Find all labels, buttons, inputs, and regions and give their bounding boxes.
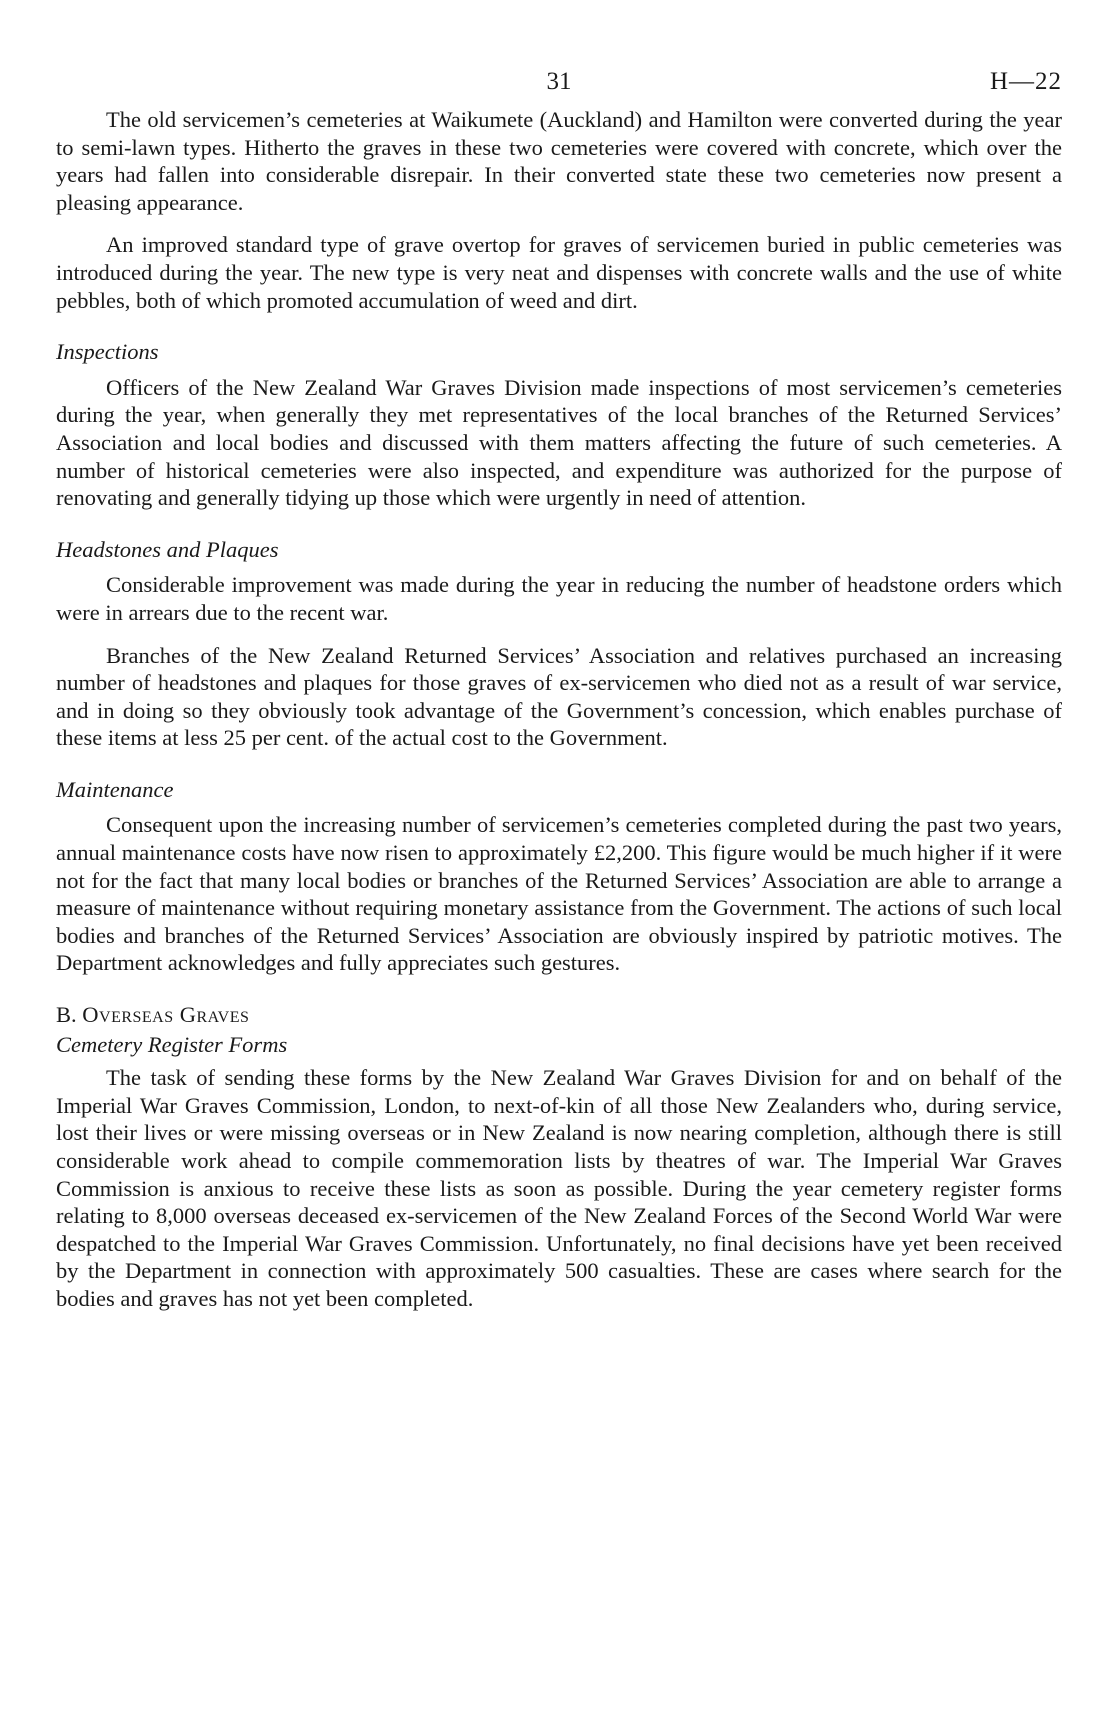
maintenance-section [56, 776, 1062, 977]
paragraph: Branches of the New Zealand Returned Services’ Association and relatives purchased an increasing number of headstones and plaques for those graves of ex-servicemen who died not as a result of war service, and in doing so they obviously took advantage of the Government’s concession, which enables purchase of these items at less 25 per cent. of the actual cost to the Government. [56, 642, 1062, 751]
intro-section [56, 106, 1062, 314]
paragraph: Considerable improvement was made during the year in reducing the number of headstone orders which were in arrears due to the recent war. [56, 572, 1062, 625]
paragraph: An improved standard type of grave overtop for graves of servicemen buried in public cemeteries was introduced during the year. The new type is very neat and dispenses with concrete walls and the use of white pebbles, both of which promoted accumulation of weed and dirt. [56, 232, 1062, 313]
section-heading: Headstones and Plaques [56, 536, 279, 562]
paragraph: Consequent upon the increasing number of servicemen’s cemeteries completed during the past two years, annual maintenance costs have now risen to approximately £2,200. This figure would be much higher if it were not for the fact that many local bodies or branches of the Returned Services’ Association are able to arrange a measure of maintenance without requiring monetary assistance from the Government. The actions of such local bodies and branches of the Returned Services’ Association are obviously inspired by patriotic motives. The Department acknowledges and fully appreciates such gestures. [56, 812, 1062, 976]
section-heading: Inspections [56, 339, 159, 365]
section-heading: Maintenance [56, 776, 174, 802]
inspections-section [56, 338, 1062, 512]
part-heading [56, 1001, 1062, 1029]
headstones-section [56, 536, 1062, 752]
sub-heading: Cemetery Register Forms [56, 1031, 288, 1057]
paragraph: The task of sending these forms by the New Zealand War Graves Division for and on behalf of the Imperial War Graves Commission, London, to next-of-kin of all those New Zealanders who, during service, lost their lives or were missing overseas or in New Zealand is now nearing completion, although there is still considerable work ahead to compile commemoration lists by theatres of war. The Imperial War Graves Commission is anxious to receive these lists as soon as possible. During the year cemetery register forms relating to 8,000 overseas deceased ex-servicemen of the New Zealand Forces of the Second World War were despatched to the Imperial War Graves Commission. Unfortunately, no final decisions have yet been received by the Department in connection with approximately 500 casualties. These are cases where search for the bodies and graves has not yet been completed. [56, 1065, 1062, 1311]
paragraph: Officers of the New Zealand War Graves Division made inspections of most servicemen’s cemeteries during the year, when generally they met representatives of the local branches of the Returned Services’ Association and local bodies and discussed with them matters affecting the future of such cemeteries. A number of historical cemeteries were also inspected, and expenditure was authorized for the purpose of renovating and generally tidying up those which were urgently in need of attention. [56, 374, 1062, 511]
part-letter: B. [56, 1002, 77, 1028]
document-reference: H—22 [989, 68, 1062, 95]
overseas-graves-section [56, 1001, 1062, 1313]
page-number: 31 [546, 68, 572, 95]
part-title: Overseas Graves [82, 1002, 250, 1028]
document-page [56, 66, 1062, 1328]
paragraph: The old servicemen’s cemeteries at Waikumete (Auckland) and Hamilton were converted during the year to semi-lawn types. Hitherto the graves in these two cemeteries were covered with concrete, which over the years had fallen into considerable disrepair. In their converted state these two cemeteries now present a pleasing appearance. [56, 107, 1062, 215]
page-header [56, 66, 1062, 106]
